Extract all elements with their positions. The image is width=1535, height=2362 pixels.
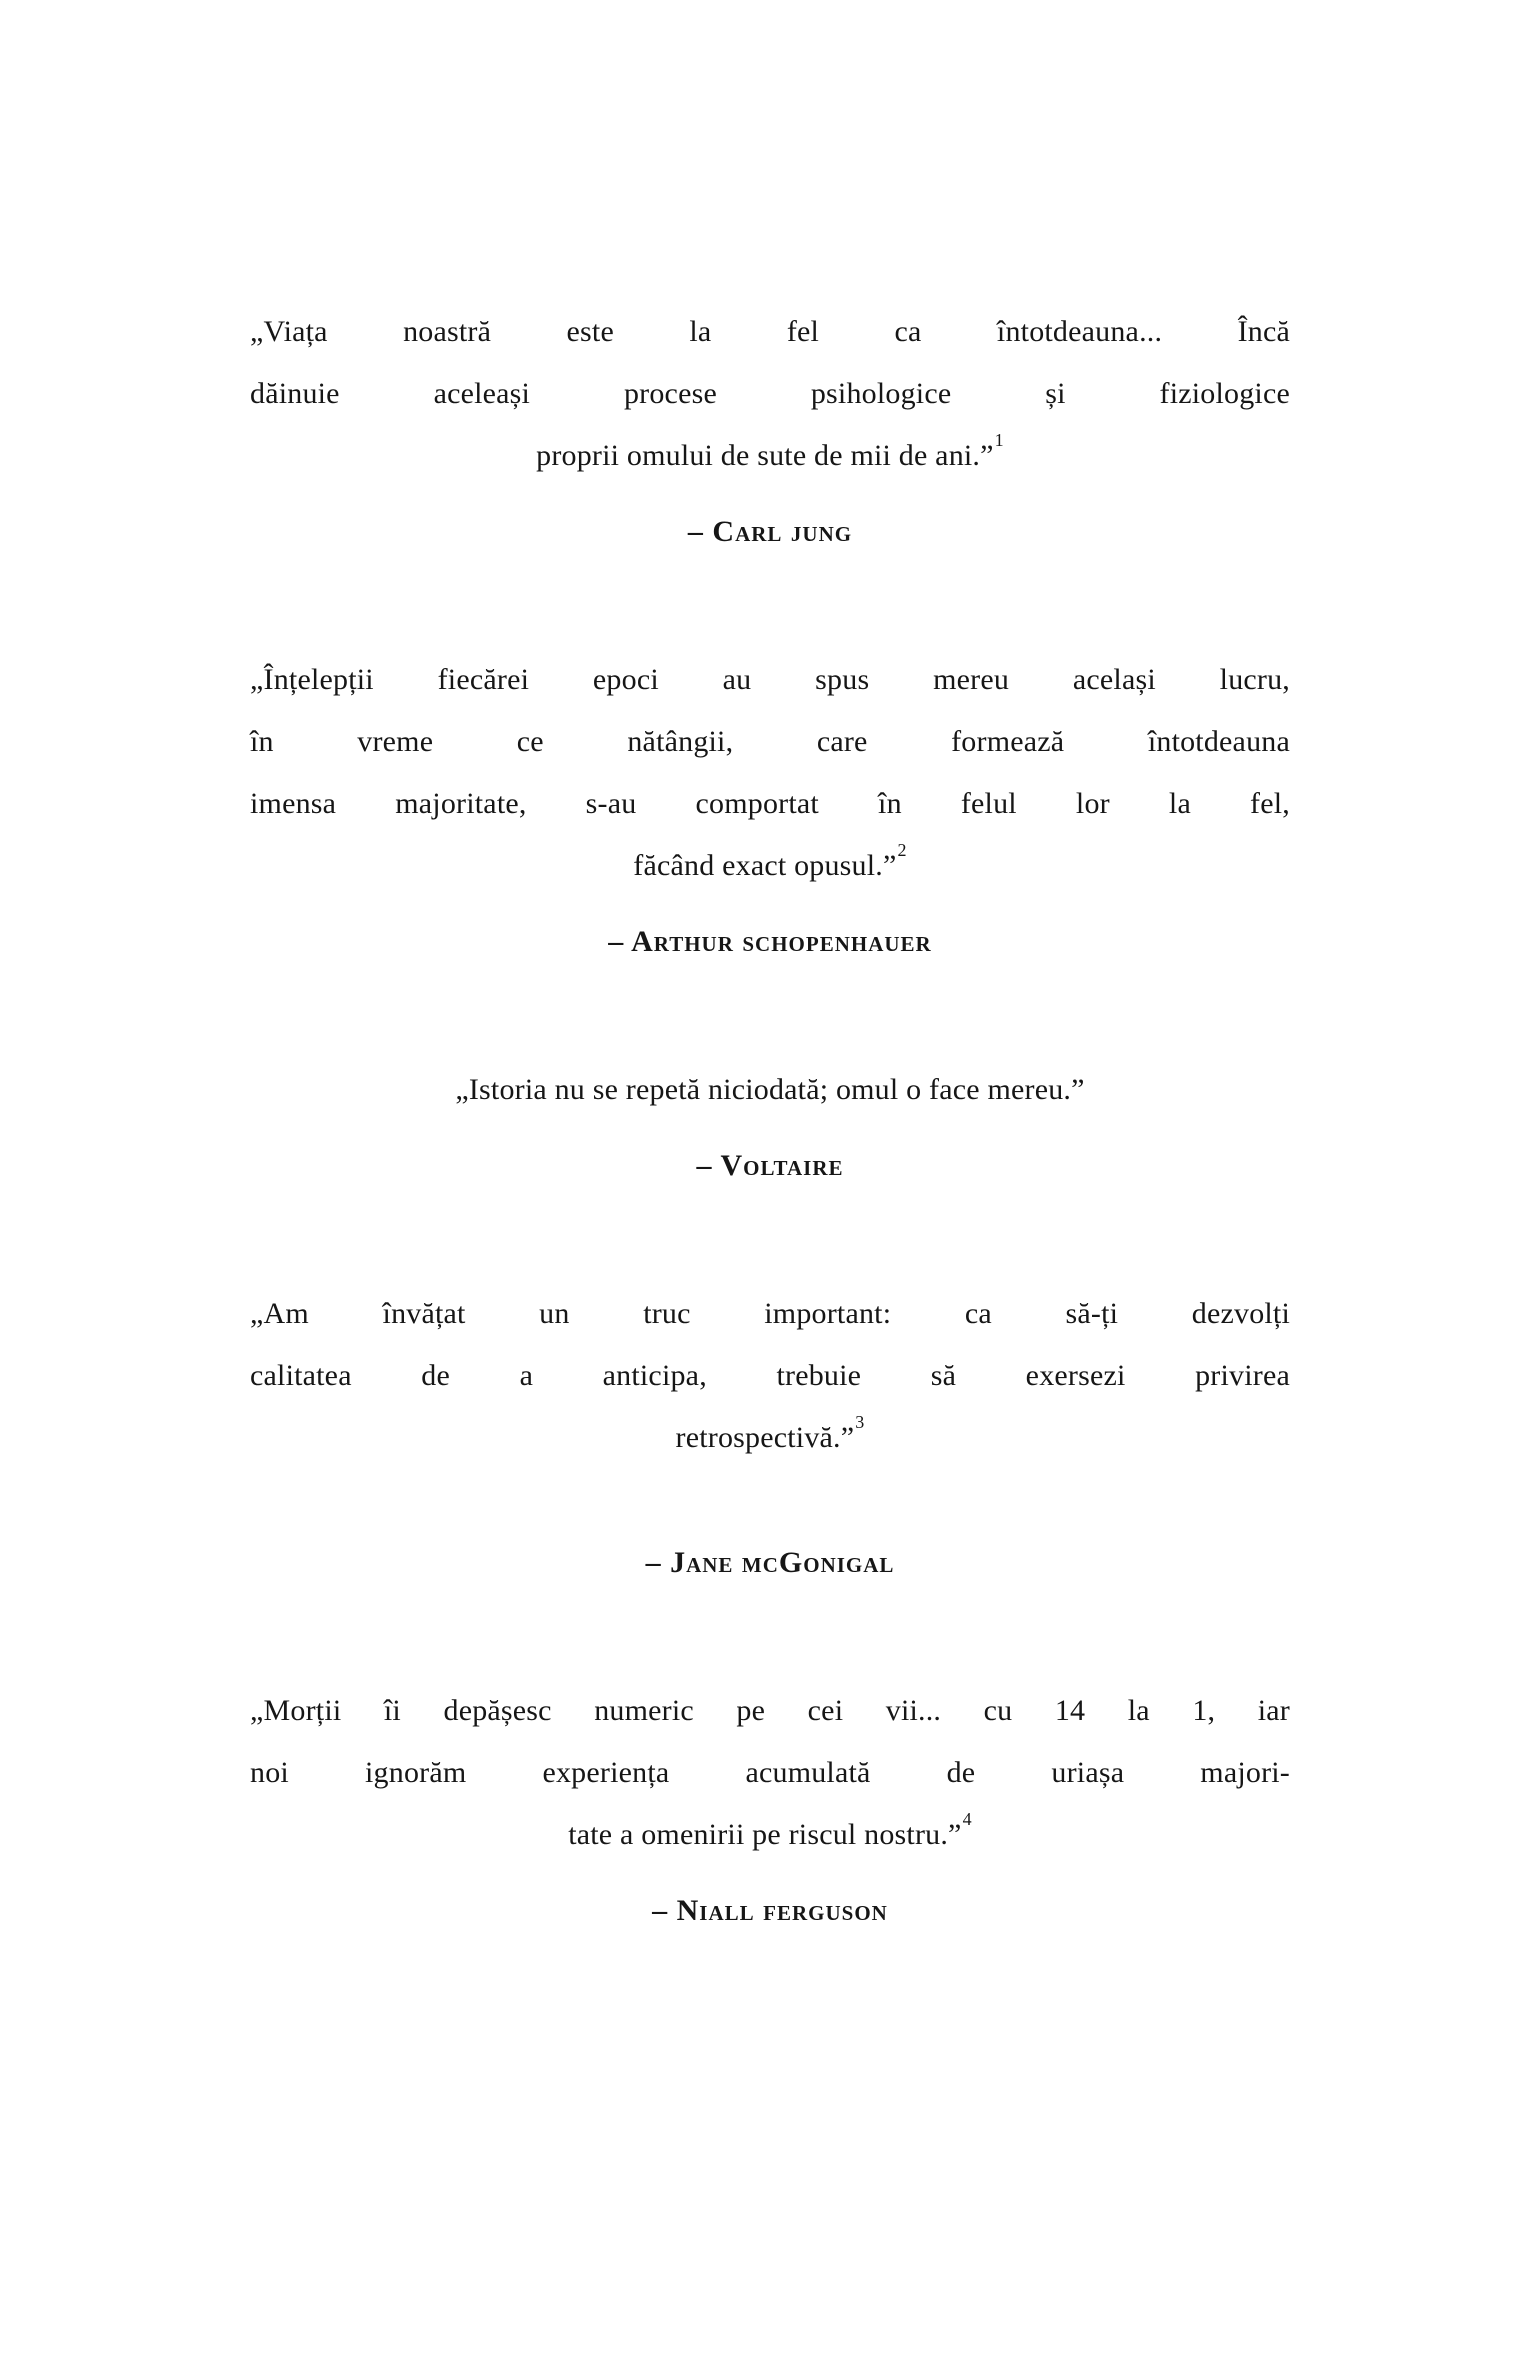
quote-text — [250, 649, 1290, 897]
quote-attribution: – Jane mcGonigal — [645, 1546, 895, 1579]
quote-line: „Viața noastră este la fel ca întotdeauna... Încă — [250, 315, 1290, 348]
quote-block — [250, 1059, 1290, 1197]
quote-line: proprii omului de sute de mii de ani.”$^1$ — [536, 429, 1004, 472]
footnote-reference: 4 — [962, 1808, 972, 1829]
quote-attribution: – Arthur schopenhauer — [608, 925, 932, 958]
quote-line: imensa majoritate, s-au comportat în felul lor la fel, — [250, 787, 1290, 820]
quote-line: „Înțelepții fiecărei epoci au spus mereu același lucru, — [250, 663, 1290, 696]
quote-line: făcând exact opusul.”$^2$ — [633, 839, 907, 882]
quotes-container — [250, 301, 1290, 1942]
quote-block — [250, 301, 1290, 563]
quote-text — [250, 301, 1290, 487]
footnote-reference: 1 — [994, 429, 1004, 450]
quote-line: „Am învățat un truc important: ca să-ți dezvolți — [250, 1297, 1290, 1330]
quote-attribution: – Voltaire — [696, 1149, 844, 1182]
quote-line: dăinuie aceleași procese psihologice și fiziologice — [250, 377, 1290, 410]
quote-text — [250, 1680, 1290, 1866]
quote-line: noi ignorăm experiența acumulată de uriașa majori- — [250, 1756, 1290, 1789]
quote-line: retrospectivă.”$^3$ — [675, 1411, 865, 1454]
quote-line: „Morții îi depășesc numeric pe cei vii... cu 14 la 1, iar — [250, 1694, 1290, 1727]
footnote-reference: 3 — [855, 1411, 865, 1432]
quote-attribution: – Carl jung — [687, 515, 853, 548]
quote-line: „Istoria nu se repetă niciodată; omul o face mereu.” — [455, 1073, 1085, 1106]
footnote-reference: 2 — [897, 839, 907, 860]
quote-text — [250, 1059, 1290, 1121]
quote-attribution: – Niall ferguson — [652, 1894, 888, 1927]
quote-block — [250, 1680, 1290, 1942]
quote-text — [250, 1283, 1290, 1469]
quote-line: tate a omenirii pe riscul nostru.”$^4$ — [568, 1808, 972, 1851]
quote-line: calitatea de a anticipa, trebuie să exersezi privirea — [250, 1359, 1290, 1392]
quote-block — [250, 1283, 1290, 1594]
quote-block — [250, 649, 1290, 973]
quote-line: în vreme ce nătângii, care formează întotdeauna — [250, 725, 1290, 758]
